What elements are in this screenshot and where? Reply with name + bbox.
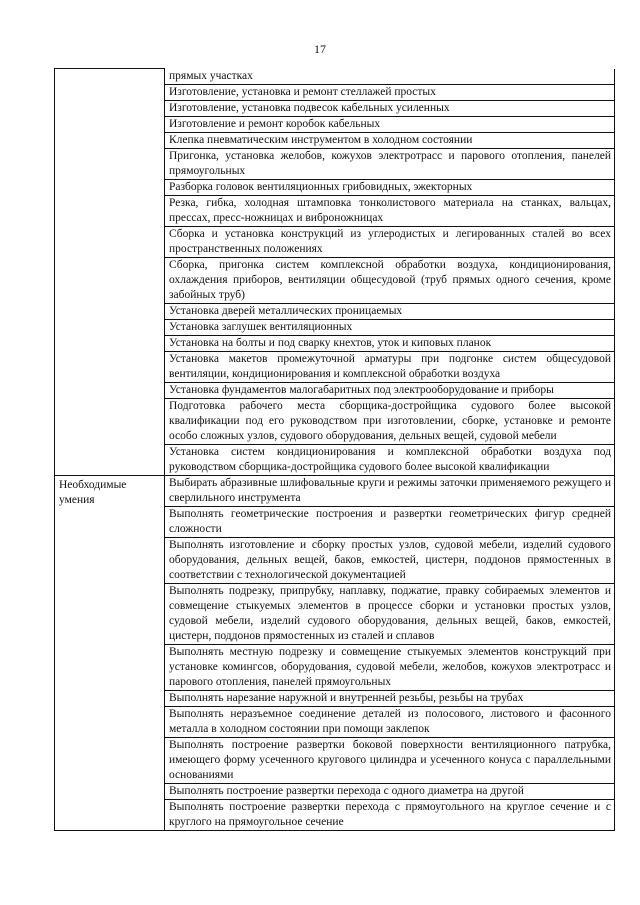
section-label: Необходимые умения xyxy=(55,475,165,830)
table-cell-item: Выполнять подрезку, припрубку, наплавку, поджатие, правку собираемых элементов и совмещение стыкуемых элементов в процессе сборки и установки простых узлов, судовой мебели, изделий судового оборудования, дельных вещей, баков, емкостей, цистерн, поддонов прямостенных из сталей и сплавов xyxy=(165,583,615,644)
table-cell-item: Выполнять нарезание наружной и внутренней резьбы, резьбы на трубах xyxy=(165,690,615,706)
table-cell-item: Сборка, пригонка систем комплексной обработки воздуха, кондиционирования, охлаждения приборов, вентиляции общесудовой (труб прямых одного сечения, кроме забойных труб) xyxy=(165,257,615,303)
table-row xyxy=(55,475,615,506)
requirements-table xyxy=(54,68,615,831)
table-cell-item: Изготовление, установка подвесок кабельных усиленных xyxy=(165,100,615,116)
table-cell-item: Подготовка рабочего места сборщика-достройщика судового более высокой квалификации под его руководством при изготовлении, сборке, установке и ремонте особо сложных узлов, судового оборудования, дельных вещей, судовой мебели xyxy=(165,398,615,444)
table-cell-item: Выполнять геометрические построения и развертки геометрических фигур средней сложности xyxy=(165,506,615,537)
table-cell-item: Выбирать абразивные шлифовальные круги и режимы заточки применяемого режущего и сверлильного инструмента xyxy=(165,475,615,506)
table-cell-item: Резка, гибка, холодная штамповка тонколистового материала на станках, вальцах, прессах, пресс-ножницах и виброножницах xyxy=(165,195,615,226)
table-cell-item: прямых участках xyxy=(165,69,615,85)
table-cell-item: Сборка и установка конструкций из углеродистых и легированных сталей во всех пространственных положениях xyxy=(165,226,615,257)
table-cell-item: Изготовление и ремонт коробок кабельных xyxy=(165,116,615,132)
table-cell-item: Выполнять неразъемное соединение деталей из полосового, листового и фасонного металла в холодном состоянии при помощи заклепок xyxy=(165,706,615,737)
table-cell-item: Установка дверей металлических проницаемых xyxy=(165,303,615,319)
table-cell-item: Выполнять местную подрезку и совмещение стыкуемых элементов конструкций при установке комингсов, оборудования, судовой мебели, желобов, кожухов электротрасс и парового отопления, панелей прямоугольных xyxy=(165,644,615,690)
table-cell-item: Выполнять построение развертки боковой поверхности вентиляционного патрубка, имеющего форму усеченного кругового цилиндра и усеченного конуса с параллельными основаниями xyxy=(165,737,615,783)
table-body xyxy=(55,69,615,831)
table-cell-item: Пригонка, установка желобов, кожухов электротрасс и парового отопления, панелей прямоугольных xyxy=(165,148,615,179)
page-number: 17 xyxy=(314,42,326,56)
table-cell-item: Установка макетов промежуточной арматуры при подгонке систем общесудовой вентиляции, кондиционирования и комплексной обработки воздуха xyxy=(165,351,615,382)
table-cell-item: Клепка пневматическим инструментом в холодном состоянии xyxy=(165,132,615,148)
table-cell-item: Установка систем кондиционирования и комплексной обработки воздуха под руководством сборщика-достройщика судового более высокой квалификации xyxy=(165,444,615,475)
table-cell-item: Выполнять построение развертки перехода с прямоугольного на круглое сечение и с круглого на прямоугольное сечение xyxy=(165,799,615,830)
table-cell-item: Установка фундаментов малогабаритных под электрооборудование и приборы xyxy=(165,382,615,398)
table-row xyxy=(55,69,615,85)
table-cell-item: Выполнять изготовление и сборку простых узлов, судовой мебели, изделий судового оборудования, дельных вещей, баков, емкостей, цистерн, поддонов прямостенных в соответствии с технологической документацией xyxy=(165,537,615,583)
table-cell-item: Изготовление, установка и ремонт стеллажей простых xyxy=(165,84,615,100)
section-label xyxy=(55,69,165,476)
table-cell-item: Установка на болты и под сварку кнехтов, уток и киповых планок xyxy=(165,335,615,351)
table-cell-item: Установка заглушек вентиляционных xyxy=(165,319,615,335)
table-cell-item: Разборка головок вентиляционных грибовидных, эжекторных xyxy=(165,179,615,195)
table-cell-item: Выполнять построение развертки перехода с одного диаметра на другой xyxy=(165,783,615,799)
